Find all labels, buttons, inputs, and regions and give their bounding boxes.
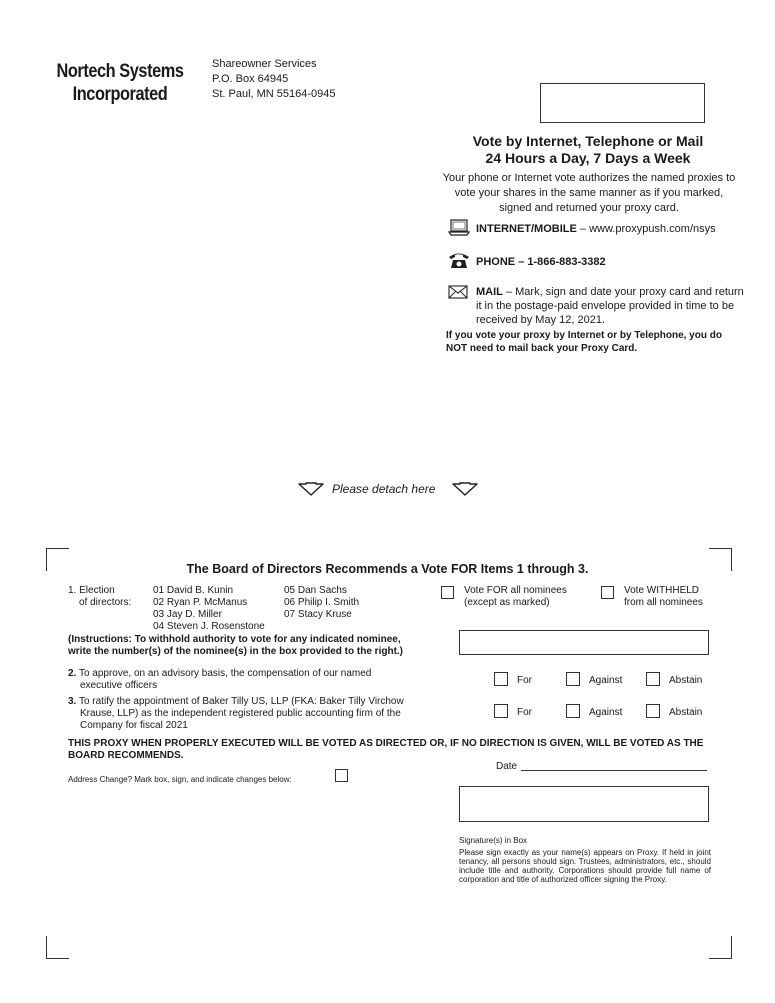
withhold-instructions: (Instructions: To withhold authority to vote for any indicated nominee, write the number(s) of the nominee(s) in the box provided to the right.) [68,634,404,657]
item3-abstain-label: Abstain [669,707,703,718]
detach-line: Please detach here [298,480,478,500]
nominee-list-2: 05 Dan Sachs 06 Philip I. Smith 07 Stacy Kruse [284,585,360,620]
company-name: Nortech Systems Incorporated [56,61,184,105]
item2-against-label: Against [589,675,623,686]
board-recommendation-title: The Board of Directors Recommends a Vote FOR Items 1 through 3. [186,562,589,576]
vote-for-all-checkbox[interactable] [441,586,454,599]
item3-text: 3. To ratify the appointment of Baker Tilly US, LLP (FKA: Baker Tilly Virchow Krause, LLP) as the independent registered public accounting firm of the Company for fiscal 2021 [68,696,404,731]
nominee-list-1: 01 David B. Kunin 02 Ryan P. McManus 03 Jay D. Miller 04 Steven J. Rosenstone [153,585,265,632]
item2-for-checkbox[interactable] [494,672,508,686]
vote-for-all-label: Vote FOR all nominees (except as marked) [464,585,567,608]
item3-against-checkbox[interactable] [566,704,580,718]
item3-for-label: For [517,707,532,718]
vote-methods-title: Vote by Internet, Telephone or Mail 24 Hours a Day, 7 Days a Week [472,133,704,166]
vote-description: Your phone or Internet vote authorizes the named proxies to vote your shares in the same manner as if you marked, signed and returned your proxy card. [442,172,736,214]
address-change-checkbox[interactable] [335,769,348,782]
item2-against-checkbox[interactable] [566,672,580,686]
crop-mark [46,936,69,959]
arrow-down-icon [298,482,324,496]
date-field[interactable] [521,770,707,771]
item3-abstain-checkbox[interactable] [646,704,660,718]
item2-abstain-label: Abstain [669,675,703,686]
arrow-down-icon [452,482,478,496]
item2-abstain-checkbox[interactable] [646,672,660,686]
nominee-exception-input[interactable] [459,630,709,655]
mail-method: MAIL – Mark, sign and date your proxy card and return it in the postage-paid envelope provided in time to be received by May 12, 2021. [448,285,748,329]
telephone-icon [448,251,470,269]
envelope-icon [448,285,468,299]
signature-box[interactable] [459,786,709,822]
item3-for-checkbox[interactable] [494,704,508,718]
mailing-address: Shareowner Services P.O. Box 64945 St. Paul, MN 55164-0945 [212,58,336,100]
vote-withheld-label: Vote WITHHELD from all nominees [624,585,703,608]
proxy-notice: If you vote your proxy by Internet or by Telephone, you do NOT need to mail back your Proxy Card. [446,330,722,354]
crop-mark [709,936,732,959]
control-number-box [540,83,705,123]
item3-against-label: Against [589,707,623,718]
proxy-execution-statement: THIS PROXY WHEN PROPERLY EXECUTED WILL BE VOTED AS DIRECTED OR, IF NO DIRECTION IS GIVEN, WILL BE VOTED AS THE BOARD RECOMMENDS. [68,738,704,761]
date-label: Date [496,761,518,772]
laptop-icon [448,219,470,237]
internet-method: INTERNET/MOBILE – www.proxypush.com/nsys [448,219,748,239]
vote-withheld-checkbox[interactable] [601,586,614,599]
address-change-label: Address Change? Mark box, sign, and indicate changes below: [68,775,292,784]
phone-method: PHONE – 1-866-883-3382 [448,251,748,271]
item2-for-label: For [517,675,532,686]
signature-instructions: Please sign exactly as your name(s) appears on Proxy. If held in joint tenancy, all persons should sign. Trustees, administrators, etc., should include title and authority. Corporations should provide full name of corporation and title of authorized officer signing the Proxy. [459,848,711,884]
item2-text: 2. To approve, on an advisory basis, the compensation of our named executive officers [68,668,372,691]
signature-label: Signature(s) in Box [459,836,528,845]
item1-label: 1. Election of directors: [68,585,132,608]
